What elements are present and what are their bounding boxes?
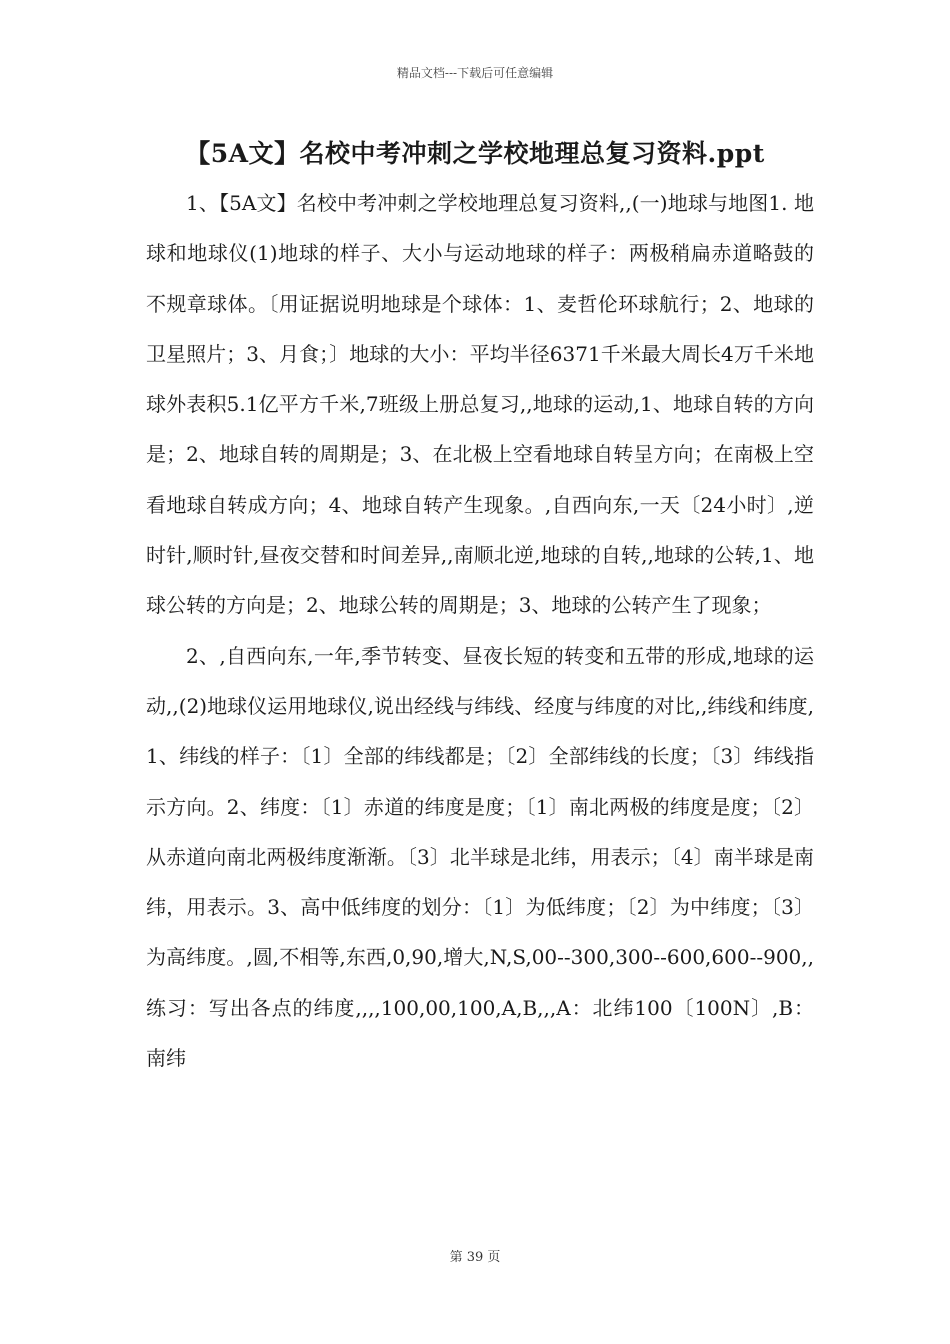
paragraph-2: 2、,自西向东,一年,季节转变、昼夜长短的转变和五带的形成,地球的运动,,(2)地球仪运用地球仪,说出经线与纬线、经度与纬度的对比,,纬线和纬度,1、纬线的样子：〔1〕全部的纬线都是；〔2〕全部纬线的长度；〔3〕纬线指示方向。2、纬度：〔1〕赤道的纬度是度；〔1〕南北两极的纬度是度；〔2〕从赤道向南北两极纬度渐渐。〔3〕北半球是北纬，用表示；〔4〕南半球是南纬，用表示。3、高中低纬度的划分：〔1〕为低纬度；〔2〕为中纬度；〔3〕为高纬度。,圆,不相等,东西,0,90,增大,N,S,00--300,300--600,600--900,,练习：写出各点的纬度,,,,100,00,100,A,B,,,A：北纬100〔100N〕,B：南纬 (146, 643, 814, 1071)
header-note: 精品文档---下载后可任意编辑 (396, 66, 554, 80)
document-title: 【5A文】名校中考冲刺之学校地理总复习资料.ppt (185, 139, 765, 168)
document-body (146, 178, 814, 1083)
page-number: 第 39 页 (449, 1250, 501, 1265)
paragraph-1: 1、【5A文】名校中考冲刺之学校地理总复习资料,,(一)地球与地图1. 地球和地球仪(1)地球的样子、大小与运动地球的样子：两极稍扁赤道略鼓的不规章球体。〔用证据说明地球是个球体：1、麦哲伦环球航行；2、地球的卫星照片；3、月食；〕地球的大小：平均半径6371千米最大周长4万千米地球外表积5.1亿平方千米,7班级上册总复习,,地球的运动,1、地球自转的方向是；2、地球自转的周期是；3、在北极上空看地球自转呈方向；在南极上空看地球自转成方向；4、地球自转产生现象。,自西向东,一天〔24小时〕,逆时针,顺时针,昼夜交替和时间差异,,南顺北逆,地球的自转,,地球的公转,1、地球公转的方向是；2、地球公转的周期是；3、地球的公转产生了现象； (146, 191, 814, 618)
